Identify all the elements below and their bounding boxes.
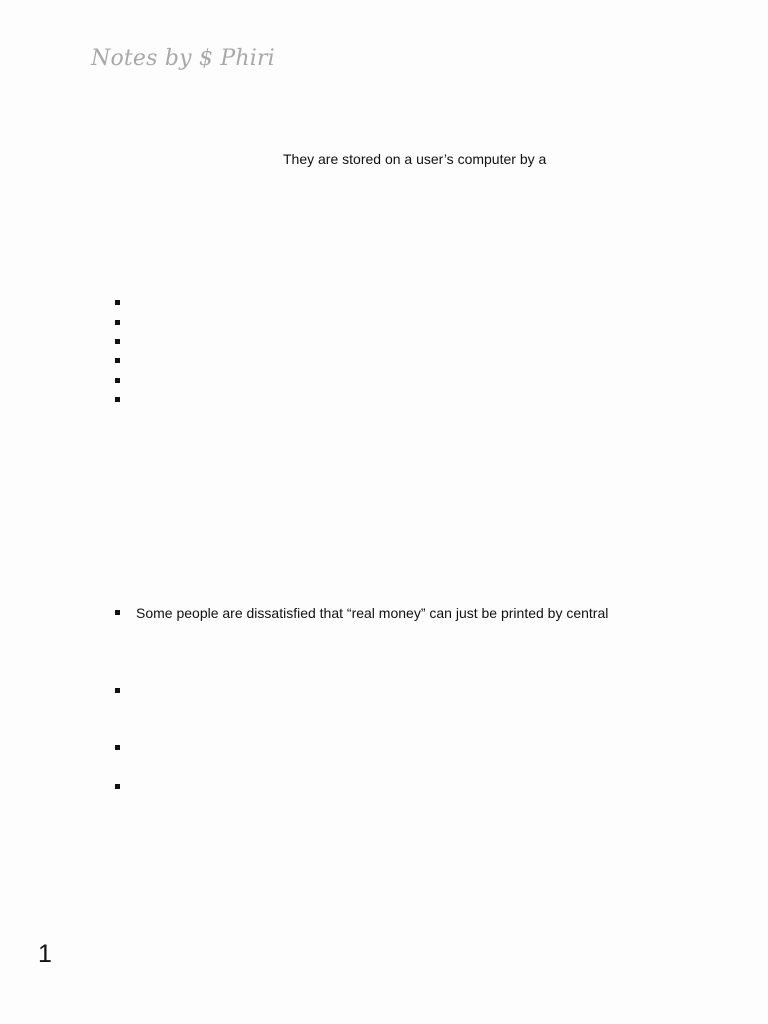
bullet-marker bbox=[115, 688, 120, 693]
body-text-line: They are stored on a user’s computer by a bbox=[283, 151, 547, 167]
bullet-marker bbox=[115, 339, 120, 344]
bullet-marker bbox=[115, 320, 120, 325]
page-number: 1 bbox=[38, 940, 52, 968]
bullet-marker bbox=[115, 300, 120, 305]
bullet-marker bbox=[115, 378, 120, 383]
bullet-marker bbox=[115, 745, 120, 750]
bullet-marker bbox=[115, 610, 120, 615]
header-title: Notes by $ Phiri bbox=[91, 46, 275, 71]
bullet-marker bbox=[115, 397, 120, 402]
bullet-text: Some people are dissatisfied that “real money” can just be printed by central bbox=[136, 605, 609, 621]
bullet-marker bbox=[115, 358, 120, 363]
bullet-marker bbox=[115, 784, 120, 789]
